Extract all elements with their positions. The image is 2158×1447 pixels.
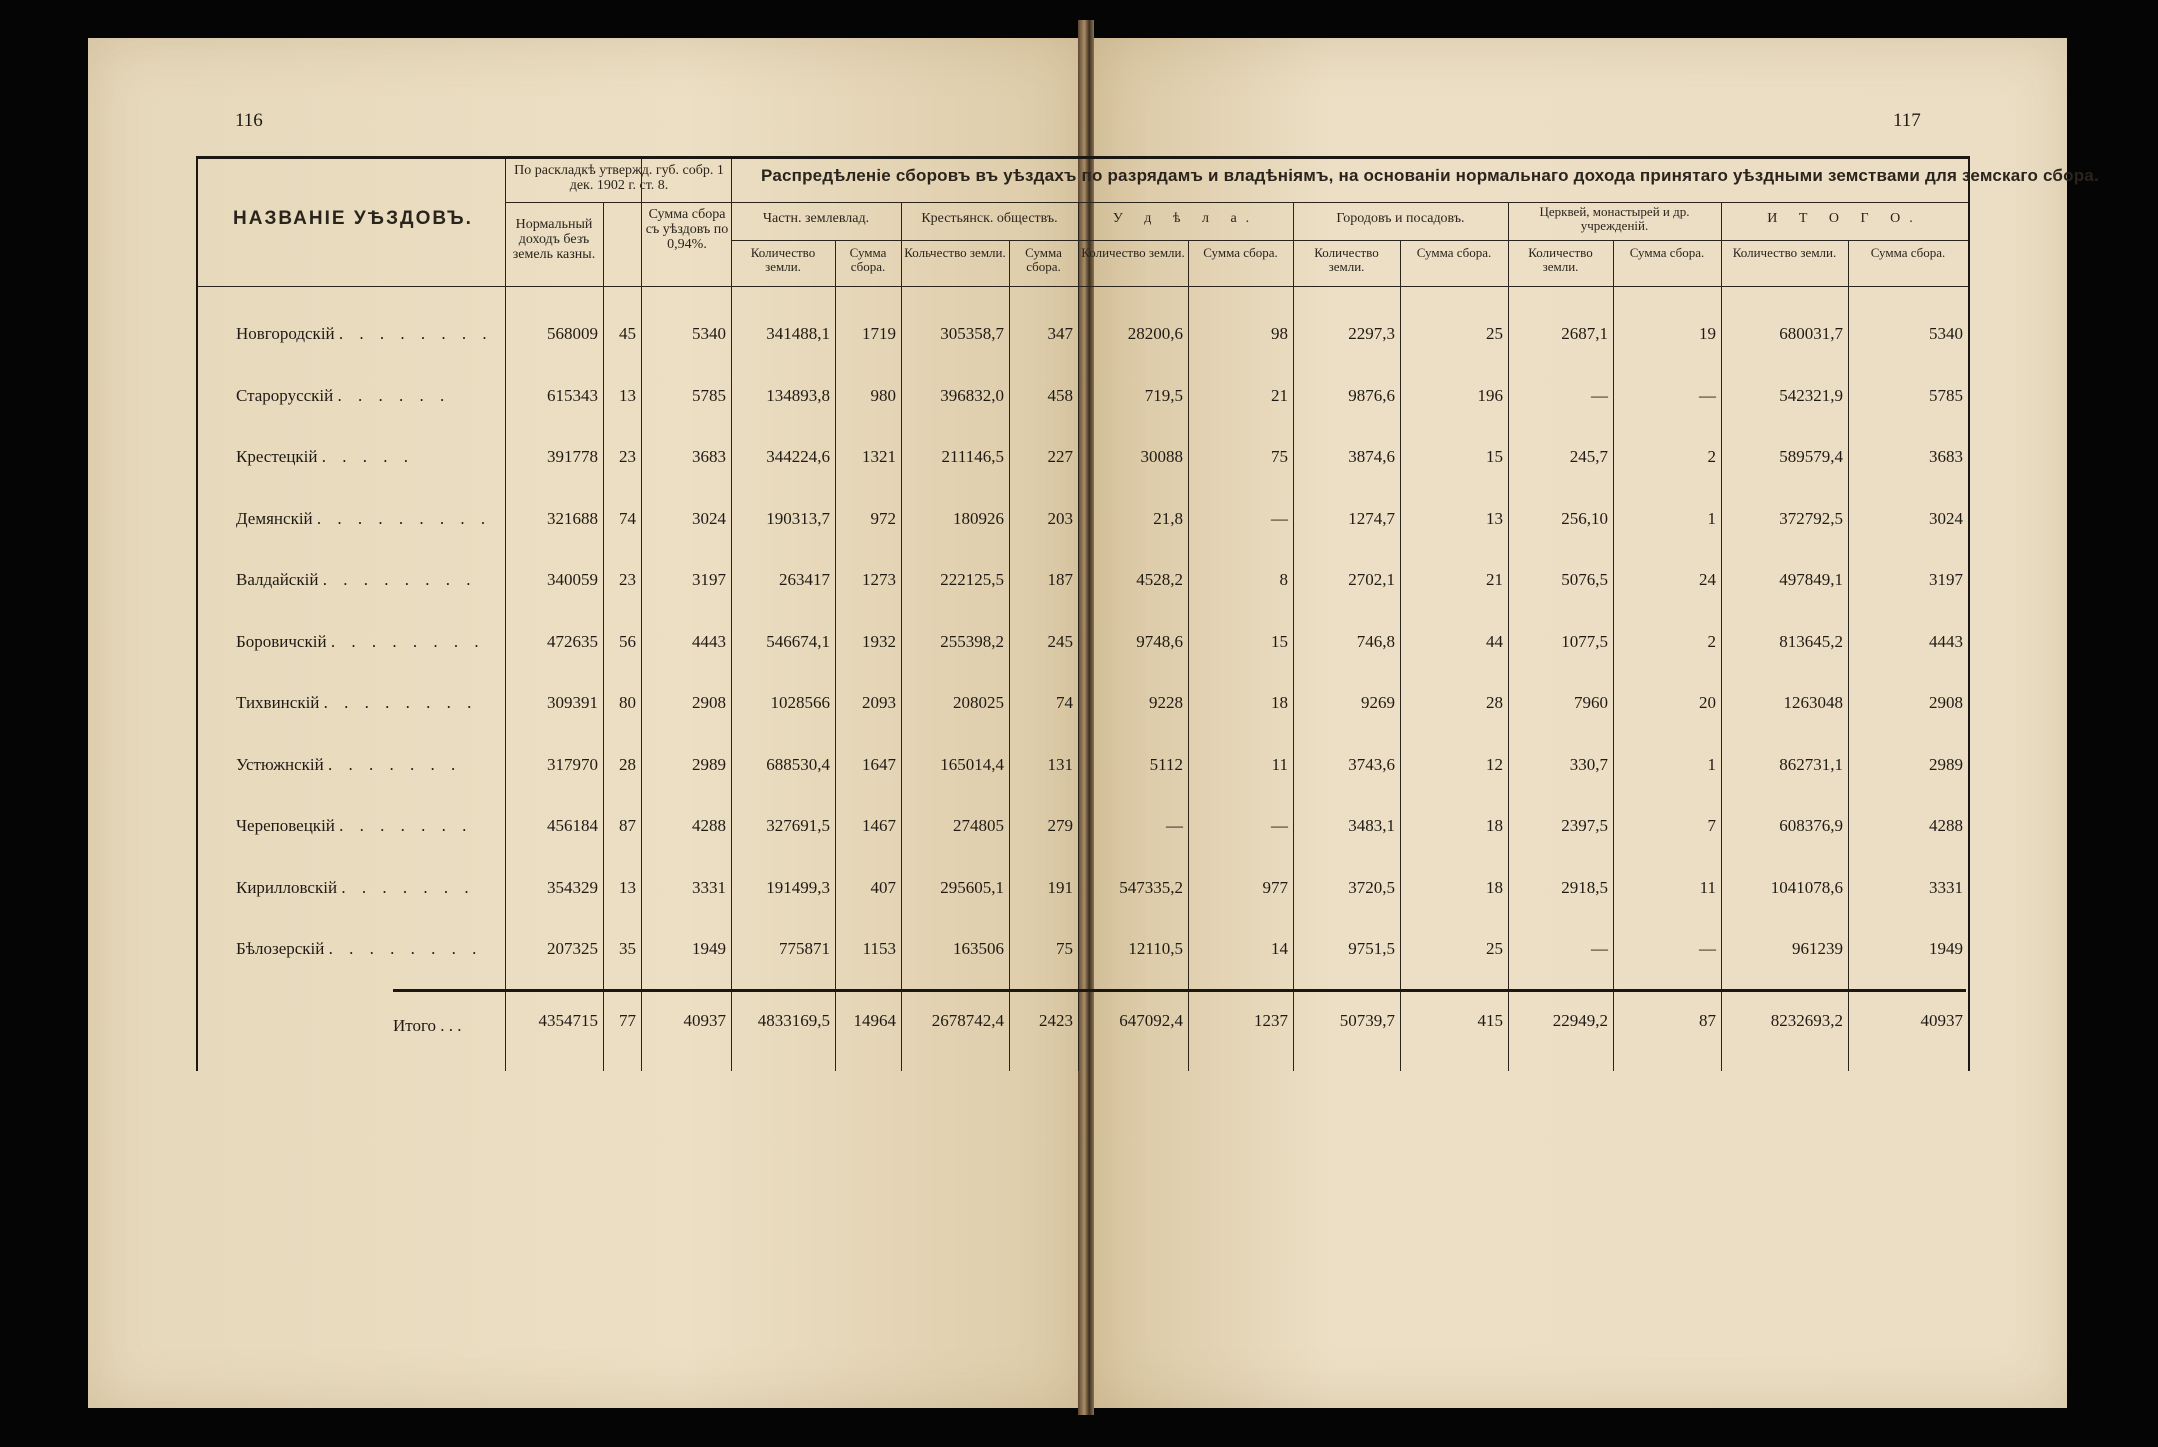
table-cell: 9269 — [1361, 693, 1395, 712]
table-cell: 50739,7 — [1339, 1011, 1395, 1030]
table-cell: 3331 — [1929, 877, 1963, 897]
table-cell: 11 — [1271, 754, 1288, 774]
table-cell: 415 — [1477, 1011, 1503, 1030]
table-cell: 1932 — [862, 631, 896, 651]
table-cell: 28 — [619, 754, 636, 774]
table-cell: 977 — [1262, 877, 1288, 897]
table-cell: 245 — [1047, 631, 1073, 651]
table-cell: 23 — [619, 570, 636, 589]
leader-dots: . . . . . . . . — [322, 570, 477, 589]
table-cell: 35 — [619, 939, 636, 958]
table-cell: 5785 — [1929, 385, 1963, 405]
table-cell: 5112 — [1149, 754, 1183, 774]
table-cell: 3024 — [1929, 508, 1963, 528]
table-cell: 2918,5 — [1561, 877, 1608, 897]
qty-header: Количество земли. — [1528, 245, 1593, 274]
table-cell: 3683 — [1929, 447, 1963, 466]
table-cell: 191 — [1047, 877, 1073, 897]
table-cell: 1028566 — [770, 693, 830, 712]
table-cell: 207325 — [547, 939, 598, 958]
table-cell: 5340 — [1929, 324, 1963, 343]
table-cell: 719,5 — [1144, 385, 1183, 405]
table-cell: 191499,3 — [766, 877, 830, 897]
table-cell: 15 — [1271, 631, 1288, 651]
sum-header: Сумма сбора. — [1870, 245, 1946, 260]
table-cell: 775871 — [779, 939, 830, 958]
group-total-header: И Т О Г О. — [1767, 211, 1922, 226]
distribution-title: Распредѣленіе сборовъ въ уѣздахъ по разрядамъ и владѣніямъ, на основаніи нормальнаго дохода принятаго уѣздными земствами для земскаго сбора. — [761, 166, 2099, 185]
table-cell: 180926 — [953, 508, 1004, 528]
sum-header: Сумма сбора. — [1629, 245, 1705, 260]
table-cell: 227 — [1047, 447, 1073, 466]
table-cell: 87 — [1699, 1011, 1716, 1030]
header-rule — [505, 202, 1968, 203]
table-cell: 1719 — [862, 324, 896, 343]
table-cell: 25 — [1486, 939, 1503, 958]
table-cell: 2687,1 — [1561, 324, 1608, 343]
table-row — [198, 324, 1968, 364]
raskladka-header: По раскладкѣ утвержд. губ. собр. 1 дек. 1902 г. ст. 8. — [514, 163, 724, 193]
name-column-header: НАЗВАНІЕ УѢЗДОВЪ. — [233, 208, 473, 229]
leader-dots: . . . . . . . . . — [316, 508, 492, 528]
leader-dots: . . . . . — [321, 447, 415, 466]
group-private-header: Частн. землевлад. — [762, 211, 870, 226]
district-name-text: Демянскій — [236, 508, 313, 528]
table-row — [198, 632, 1968, 672]
table-cell: 330,7 — [1569, 754, 1608, 774]
table-cell: 87 — [619, 816, 636, 835]
table-cell: 2297,3 — [1348, 324, 1395, 343]
table-cell: 2908 — [1929, 693, 1963, 712]
table-cell: 163506 — [953, 939, 1004, 958]
table-cell: 1273 — [862, 570, 896, 589]
table-cell: 279 — [1047, 816, 1073, 835]
table-cell: 256,10 — [1561, 508, 1608, 528]
table-cell: 295605,1 — [940, 877, 1004, 897]
table-cell: 2678742,4 — [931, 1011, 1004, 1030]
table-cell: 1041078,6 — [1770, 877, 1843, 897]
table-cell: 497849,1 — [1779, 570, 1843, 589]
table-cell: 972 — [870, 508, 896, 528]
table-cell: 28200,6 — [1127, 324, 1183, 343]
table-cell: 22949,2 — [1552, 1011, 1608, 1030]
table-cell: 13 — [619, 385, 636, 405]
table-cell: 9876,6 — [1348, 385, 1395, 405]
table-cell: 77 — [619, 1011, 636, 1030]
table-cell: 688530,4 — [766, 754, 830, 774]
table-cell: 134893,8 — [766, 385, 830, 405]
table-cell: 813645,2 — [1779, 631, 1843, 651]
header-rule — [731, 240, 1968, 241]
district-name-text: Бѣлозерскій — [236, 939, 325, 958]
table-cell: 9748,6 — [1136, 631, 1183, 651]
table-cell: — — [1271, 508, 1288, 528]
table-row — [198, 755, 1968, 795]
table-cell: 222125,5 — [940, 570, 1004, 589]
table-cell: 5076,5 — [1561, 570, 1608, 589]
table-cell: 21,8 — [1153, 508, 1183, 528]
table-cell: 2423 — [1039, 1011, 1073, 1030]
table-cell: 13 — [1486, 508, 1503, 528]
table-cell: 196 — [1477, 385, 1503, 405]
table-cell: 98 — [1271, 324, 1288, 343]
table-cell: 1949 — [692, 939, 726, 958]
leader-dots: . . . . . . . . — [323, 693, 478, 712]
table-cell: 3197 — [692, 570, 726, 589]
sum-header: Сумма сбора. — [1025, 245, 1062, 274]
table-cell: 4443 — [692, 631, 726, 651]
table-row — [198, 939, 1968, 979]
table-cell: 14964 — [853, 1011, 896, 1030]
table-cell: 372792,5 — [1779, 508, 1843, 528]
table-cell: 18 — [1486, 816, 1503, 835]
total-label: Итого . . . — [393, 1016, 462, 1035]
header-rule — [198, 286, 1968, 287]
table-cell: 391778 — [547, 447, 598, 466]
leader-dots: . . . . . . . . — [338, 324, 493, 343]
col-rule — [641, 159, 642, 1071]
table-cell: 40937 — [1920, 1011, 1963, 1030]
table-cell: 21 — [1486, 570, 1503, 589]
table-cell: 21 — [1271, 385, 1288, 405]
table-cell: 327691,5 — [766, 816, 830, 835]
table-cell: 1237 — [1254, 1011, 1288, 1030]
table-row — [198, 447, 1968, 487]
table-cell: 74 — [1056, 693, 1073, 712]
table-cell: 131 — [1047, 754, 1073, 774]
table-cell: 3331 — [692, 877, 726, 897]
table-cell: 4288 — [692, 816, 726, 835]
sum-header: Сумма сбора. — [1416, 245, 1492, 260]
leader-dots: . . . . . . . . — [330, 631, 485, 651]
district-name-text: Тихвинскій — [236, 693, 320, 712]
norm-income-header: Нормальный доходъ безъ земель казны. — [512, 217, 596, 262]
statistics-table — [196, 156, 2099, 1071]
district-name-text: Новгородскій — [236, 324, 335, 343]
table-cell: 18 — [1271, 693, 1288, 712]
table-cell: 396832,0 — [940, 385, 1004, 405]
table-cell: 1467 — [862, 816, 896, 835]
table-cell: 4528,2 — [1136, 570, 1183, 589]
table-cell: 3874,6 — [1348, 447, 1395, 466]
table-cell: 45 — [619, 324, 636, 343]
table-cell: 546674,1 — [766, 631, 830, 651]
table-cell: 56 — [619, 631, 636, 651]
table-row — [198, 509, 1968, 549]
table-cell: 3197 — [1929, 570, 1963, 589]
table-cell: 1321 — [862, 447, 896, 466]
table-cell: 2702,1 — [1348, 570, 1395, 589]
table-cell: 187 — [1047, 570, 1073, 589]
col-rule — [505, 159, 506, 1071]
table-cell: 75 — [1271, 447, 1288, 466]
district-name-text: Старорусскій — [236, 385, 334, 405]
table-cell: 680031,7 — [1779, 324, 1843, 343]
qty-header: Количество земли. — [1732, 245, 1837, 260]
table-cell: 263417 — [779, 570, 830, 589]
table-cell: 2989 — [1929, 754, 1963, 774]
sum-uezd-header: Сумма сбора съ уѣздовъ по 0,94%. — [645, 207, 729, 252]
table-row — [198, 878, 1968, 918]
sum-header: Сумма сбора. — [1203, 245, 1278, 260]
table-cell: 961239 — [1792, 939, 1843, 958]
district-name-text: Валдайскій — [236, 570, 319, 589]
table-cell: 23 — [619, 447, 636, 466]
table-cell: 8232693,2 — [1770, 1011, 1843, 1030]
table-cell: 20 — [1699, 693, 1716, 712]
table-cell: 2908 — [692, 693, 726, 712]
table-cell: 3720,5 — [1348, 877, 1395, 897]
table-cell: 1 — [1707, 754, 1716, 774]
table-cell: 1077,5 — [1561, 631, 1608, 651]
table-cell: 25 — [1486, 324, 1503, 343]
table-cell: 9751,5 — [1348, 939, 1395, 958]
table-cell: 456184 — [547, 816, 598, 835]
table-cell: 340059 — [547, 570, 598, 589]
table-cell: 2093 — [862, 693, 896, 712]
table-cell: 28 — [1486, 693, 1503, 712]
table-cell: 1647 — [862, 754, 896, 774]
table-cell: 274805 — [953, 816, 1004, 835]
table-cell: 12 — [1486, 754, 1503, 774]
leader-dots: . . . . . . . . — [328, 939, 483, 958]
table-cell: 5785 — [692, 385, 726, 405]
table-cell: 305358,7 — [940, 324, 1004, 343]
group-churches-header: Церквей, монастырей и др. учрежденій. — [1539, 204, 1690, 233]
table-cell: 5340 — [692, 324, 726, 343]
table-cell: 211146,5 — [941, 447, 1004, 466]
table-cell: 568009 — [547, 324, 598, 343]
table-cell: 40937 — [683, 1011, 726, 1030]
district-name-text: Боровичскій — [236, 631, 327, 651]
table-cell: 2397,5 — [1561, 816, 1608, 835]
table-cell: 1263048 — [1783, 693, 1843, 712]
table-cell: 44 — [1486, 631, 1503, 651]
table-cell: 542321,9 — [1779, 385, 1843, 405]
district-name-text: Крестецкій — [236, 447, 318, 466]
group-udel-header: У д ѣ л а. — [1112, 211, 1259, 226]
table-cell: — — [1591, 385, 1608, 405]
table-cell: 341488,1 — [766, 324, 830, 343]
table-cell: 354329 — [547, 877, 598, 897]
table-cell: 12110,5 — [1128, 939, 1183, 958]
table-cell: 1949 — [1929, 939, 1963, 958]
total-row — [198, 1011, 1968, 1051]
table-cell: 589579,4 — [1779, 447, 1843, 466]
table-cell: 165014,4 — [940, 754, 1004, 774]
district-name-text: Череповецкій — [236, 816, 335, 835]
table-cell: 7 — [1707, 816, 1716, 835]
table-cell: 19 — [1699, 324, 1716, 343]
table-cell: 647092,4 — [1119, 1011, 1183, 1030]
page-number-left: 116 — [235, 110, 263, 131]
table-cell: — — [1699, 385, 1716, 405]
leader-dots: . . . . . . . — [341, 877, 475, 897]
qty-header: Количество земли. — [750, 245, 816, 274]
table-cell: 3024 — [692, 508, 726, 528]
table-cell: — — [1699, 939, 1716, 958]
table-cell: 3743,6 — [1348, 754, 1395, 774]
table-row — [198, 816, 1968, 856]
table-cell: 24 — [1699, 570, 1716, 589]
leader-dots: . . . . . . . — [339, 816, 473, 835]
total-separator — [393, 989, 1966, 992]
table-cell: 472635 — [547, 631, 598, 651]
table-cell: 9228 — [1149, 693, 1183, 712]
table-cell: 547335,2 — [1119, 877, 1183, 897]
table-cell: 30088 — [1140, 447, 1183, 466]
col-rule — [731, 159, 732, 1071]
group-peasant-header: Крестьянск. обществъ. — [921, 211, 1058, 226]
table-cell: 615343 — [547, 385, 598, 405]
qty-header: Количество земли. — [1314, 245, 1379, 274]
table-cell: 1153 — [862, 939, 896, 958]
table-cell: 344224,6 — [766, 447, 830, 466]
leader-dots: . . . . . . — [337, 385, 451, 405]
table-cell: 245,7 — [1569, 447, 1608, 466]
table-cell: 4833169,5 — [757, 1011, 830, 1030]
table-cell: 14 — [1271, 939, 1288, 958]
group-towns-header: Городовъ и посадовъ. — [1336, 211, 1465, 226]
table-cell: 862731,1 — [1779, 754, 1843, 774]
table-cell: 458 — [1047, 385, 1073, 405]
table-cell: 746,8 — [1356, 631, 1395, 651]
page-number-right: 117 — [1893, 110, 1921, 131]
table-row — [198, 570, 1968, 610]
table-cell: 2989 — [692, 754, 726, 774]
table-cell: 208025 — [953, 693, 1004, 712]
table-cell: 1 — [1707, 508, 1716, 528]
table-cell: 18 — [1486, 877, 1503, 897]
table-cell: 255398,2 — [940, 631, 1004, 651]
table-cell: 3483,1 — [1348, 816, 1395, 835]
qty-header: Кольчество земли. — [904, 245, 1006, 260]
qty-header: Количество земли. — [1081, 245, 1185, 260]
leader-dots: . . . . . . . — [327, 754, 462, 774]
table-cell: 4443 — [1929, 631, 1963, 651]
table-cell: 980 — [870, 385, 896, 405]
table-cell: — — [1166, 816, 1183, 835]
table-cell: 309391 — [547, 693, 598, 712]
table-cell: 11 — [1699, 877, 1716, 897]
table-cell: 3683 — [692, 447, 726, 466]
table-cell: 80 — [619, 693, 636, 712]
table-cell: 203 — [1047, 508, 1073, 528]
table-cell: 2 — [1707, 447, 1716, 466]
table-row — [198, 386, 1968, 426]
table-row — [198, 693, 1968, 733]
table-cell: 190313,7 — [766, 508, 830, 528]
table-cell: — — [1591, 939, 1608, 958]
table-cell: 13 — [619, 877, 636, 897]
table-cell: 1274,7 — [1348, 508, 1395, 528]
table-cell: 347 — [1047, 324, 1073, 343]
table-cell: 407 — [870, 877, 896, 897]
sum-header: Сумма сбора. — [849, 245, 887, 274]
table-cell: 4354715 — [538, 1011, 598, 1030]
table-cell: 7960 — [1574, 693, 1608, 712]
district-name-text: Кирилловскій — [236, 877, 338, 897]
table-cell: 608376,9 — [1779, 816, 1843, 835]
table-cell: 317970 — [547, 754, 598, 774]
table-cell: — — [1271, 816, 1288, 835]
table-cell: 74 — [619, 508, 636, 528]
table-cell: 8 — [1279, 570, 1288, 589]
table-cell: 321688 — [547, 508, 598, 528]
table-cell: 75 — [1056, 939, 1073, 958]
table-cell: 4288 — [1929, 816, 1963, 835]
table-cell: 2 — [1707, 631, 1716, 651]
district-name-text: Устюжнскій — [236, 754, 324, 774]
table-cell: 15 — [1486, 447, 1503, 466]
